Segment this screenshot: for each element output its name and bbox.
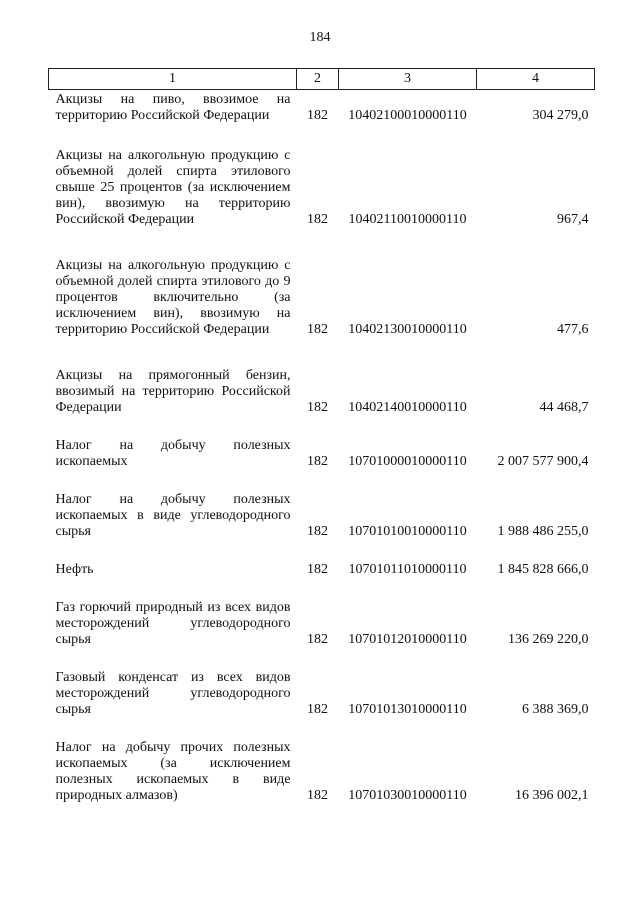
table-row: [49, 258, 595, 338]
row-name: Акцизы на алкогольную продукцию с объемной долей спирта этилового свыше 25 процентов (за исключением вин), ввозимую на территорию Российской Федерации: [55, 148, 291, 227]
row-name: Акцизы на пиво, ввозимое на территорию Российской Федерации: [55, 92, 291, 123]
row-amount: 304 279,0: [532, 108, 589, 123]
row-admin-code: 182: [307, 212, 328, 227]
table-header: [49, 69, 595, 90]
row-amount: 1 845 828 666,0: [497, 562, 589, 577]
row-classification-code: 10701011010000110: [348, 562, 467, 577]
row-amount: 44 468,7: [539, 400, 589, 415]
row-name: Акцизы на прямогонный бензин, ввозимый на территорию Российской Федерации: [55, 368, 291, 415]
revenue-table: [48, 68, 595, 804]
row-amount: 16 396 002,1: [515, 788, 589, 803]
row-admin-code: 182: [307, 702, 328, 717]
row-admin-code: 182: [307, 788, 328, 803]
header-col-2: 2: [297, 69, 339, 90]
row-classification-code: 10402100010000110: [348, 108, 467, 123]
row-name: Налог на добычу полезных ископаемых: [55, 438, 291, 469]
row-admin-code: 182: [307, 562, 328, 577]
row-classification-code: 10701012010000110: [348, 632, 467, 647]
row-name: Акцизы на алкогольную продукцию с объемной долей спирта этилового до 9 процентов включительно (за исключением вин), ввозимую на территорию Российской Федерации: [55, 258, 291, 337]
row-name: Газовый конденсат из всех видов месторождений углеводородного сырья: [55, 670, 291, 717]
row-classification-code: 10402130010000110: [348, 322, 467, 337]
header-row: [49, 69, 595, 90]
table-row: [49, 670, 595, 718]
row-admin-code: 182: [307, 632, 328, 647]
row-spacer: [49, 718, 595, 740]
row-spacer-cell: [49, 124, 595, 148]
row-spacer-cell: [49, 416, 595, 438]
row-admin-code: 182: [307, 108, 328, 123]
row-spacer: [49, 540, 595, 562]
row-spacer: [49, 578, 595, 600]
row-spacer: [49, 124, 595, 148]
row-classification-code: 10402140010000110: [348, 400, 467, 415]
row-admin-code: 182: [307, 454, 328, 469]
row-amount: 6 388 369,0: [522, 702, 589, 717]
row-name: Налог на добычу полезных ископаемых в виде углеводородного сырья: [55, 492, 291, 539]
row-spacer-cell: [49, 228, 595, 258]
row-admin-code: 182: [307, 322, 328, 337]
page-number: 184: [309, 30, 331, 45]
row-amount: 1 988 486 255,0: [497, 524, 589, 539]
row-spacer: [49, 228, 595, 258]
row-classification-code: 10701010010000110: [348, 524, 467, 539]
table-row: [49, 740, 595, 804]
row-name: Налог на добычу прочих полезных ископаемых (за исключением полезных ископаемых в виде природных алмазов): [55, 740, 291, 803]
row-admin-code: 182: [307, 524, 328, 539]
row-name: Газ горючий природный из всех видов месторождений углеводородного сырья: [55, 600, 291, 647]
row-amount: 2 007 577 900,4: [497, 454, 589, 469]
table-row: [49, 562, 595, 578]
row-classification-code: 10701000010000110: [348, 454, 467, 469]
table-body: [49, 90, 595, 805]
header-col-1: 1: [49, 69, 297, 90]
row-amount: 967,4: [557, 212, 589, 227]
table-row: [49, 600, 595, 648]
row-classification-code: 10701013010000110: [348, 702, 467, 717]
row-classification-code: 10402110010000110: [348, 212, 467, 227]
table-row: [49, 148, 595, 228]
header-col-3: 3: [339, 69, 477, 90]
row-spacer-cell: [49, 578, 595, 600]
table-row: [49, 368, 595, 416]
row-spacer: [49, 416, 595, 438]
row-classification-code: 10701030010000110: [348, 788, 467, 803]
header-col-4: 4: [477, 69, 595, 90]
row-spacer-cell: [49, 470, 595, 492]
row-amount: 136 269 220,0: [508, 632, 589, 647]
row-amount: 477,6: [557, 322, 589, 337]
row-spacer: [49, 648, 595, 670]
row-spacer-cell: [49, 338, 595, 368]
table-row: [49, 492, 595, 540]
row-name: Нефть: [55, 562, 94, 577]
row-spacer: [49, 470, 595, 492]
row-admin-code: 182: [307, 400, 328, 415]
row-spacer-cell: [49, 718, 595, 740]
row-spacer-cell: [49, 648, 595, 670]
table-row: [49, 438, 595, 470]
row-spacer: [49, 338, 595, 368]
row-spacer-cell: [49, 540, 595, 562]
table-row: [49, 92, 595, 124]
